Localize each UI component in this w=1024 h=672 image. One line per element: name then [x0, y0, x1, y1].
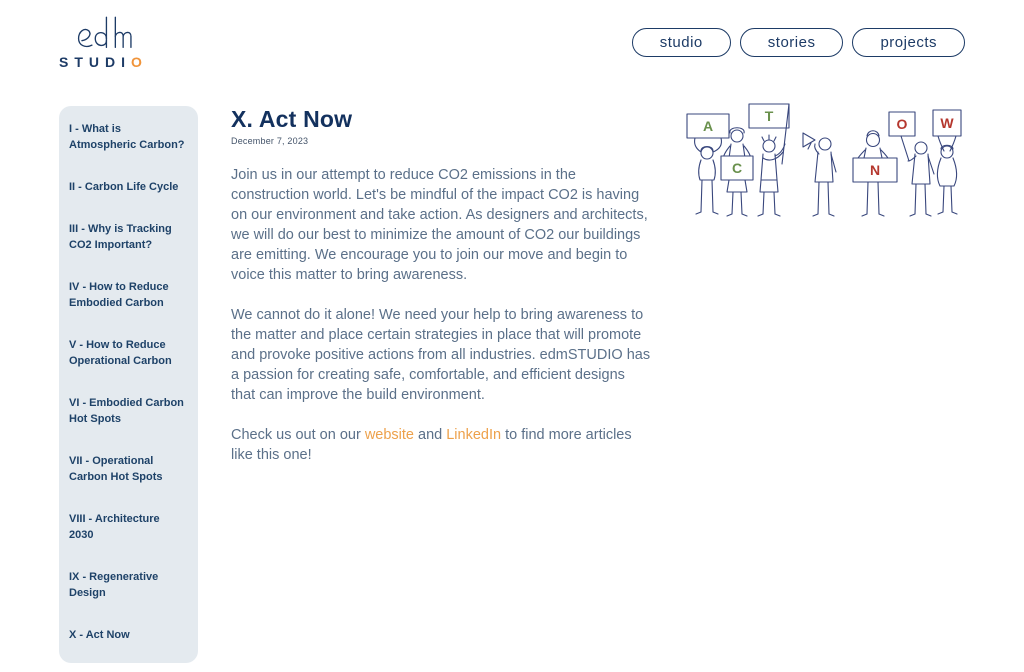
sidebar-item-operational-carbon-hot-spots[interactable]: VII - Operational Carbon Hot Spots: [69, 455, 163, 483]
article-date: December 7, 2023: [231, 136, 309, 146]
logo[interactable]: [59, 15, 151, 70]
website-link[interactable]: website: [364, 427, 414, 443]
paragraph-3-suffix: to find more articles like this one!: [231, 427, 632, 463]
sign-letter-a: A: [702, 118, 714, 134]
nav-projects-button[interactable]: projects: [852, 28, 965, 57]
sidebar-item-why-is-tracking-co2-important[interactable]: III - Why is Tracking CO2 Important?: [69, 223, 172, 251]
sidebar-item-how-to-reduce-operational-carbon[interactable]: V - How to Reduce Operational Carbon: [69, 339, 172, 367]
logo-wordmark: [59, 54, 151, 70]
article-paragraph-2: We cannot do it alone! We need your help to bring awareness to the matter and place certain strategies in place that will promote and provoke positive actions from all industries. edmSTUDIO has a passion for creating safe, comfortable, and efficient designs that can improve the build environment.: [231, 307, 651, 403]
content: [0, 106, 1024, 663]
sign-letter-t: T: [764, 108, 774, 124]
sidebar-item-what-is-atmospheric-carbon[interactable]: I - What is Atmospheric Carbon?: [69, 123, 185, 151]
chapter-sidebar: [59, 106, 198, 663]
article: [231, 106, 651, 485]
sidebar-item-regenerative-design[interactable]: IX - Regenerative Design: [69, 571, 159, 599]
sidebar-item-how-to-reduce-embodied-carbon[interactable]: IV - How to Reduce Embodied Carbon: [69, 281, 169, 309]
sidebar-item-carbon-life-cycle[interactable]: II - Carbon Life Cycle: [69, 181, 179, 193]
linkedin-link[interactable]: LinkedIn: [446, 427, 502, 443]
logo-word-o: O: [131, 53, 148, 70]
sign-letter-c: C: [731, 160, 743, 176]
edm-script-logo-icon: [73, 15, 151, 53]
sign-letter-o: O: [896, 116, 908, 132]
protest-people-drawing-icon: [685, 100, 965, 232]
act-now-protest-illustration: [685, 100, 965, 237]
sidebar-item-act-now[interactable]: X - Act Now: [69, 629, 130, 641]
nav-stories-button[interactable]: stories: [740, 28, 844, 57]
chapter-list: [69, 121, 187, 643]
main-nav: [632, 28, 965, 57]
logo-word-prefix: STUDI: [59, 53, 131, 70]
sign-letter-w: W: [940, 115, 954, 131]
article-paragraph-1: Join us in our attempt to reduce CO2 emissions in the construction world. Let's be mindful of the impact CO2 is having on our environment and take action. As designers and architects, we will do our best to minimize the amount of CO2 our buildings are emitting. We encourage you to join our move and begin to voice this matter to bring awareness.: [231, 167, 648, 283]
sidebar-item-architecture-2030[interactable]: VIII - Architecture 2030: [69, 513, 160, 541]
article-paragraph-3: [231, 425, 651, 465]
header: [0, 0, 1024, 72]
page-title: X. Act Now: [231, 106, 353, 132]
paragraph-3-prefix: Check us out on our: [231, 427, 365, 443]
sidebar-item-embodied-carbon-hot-spots[interactable]: VI - Embodied Carbon Hot Spots: [69, 397, 184, 425]
paragraph-3-mid: and: [413, 427, 447, 443]
nav-studio-button[interactable]: studio: [632, 28, 731, 57]
sign-letter-n: N: [869, 162, 881, 178]
